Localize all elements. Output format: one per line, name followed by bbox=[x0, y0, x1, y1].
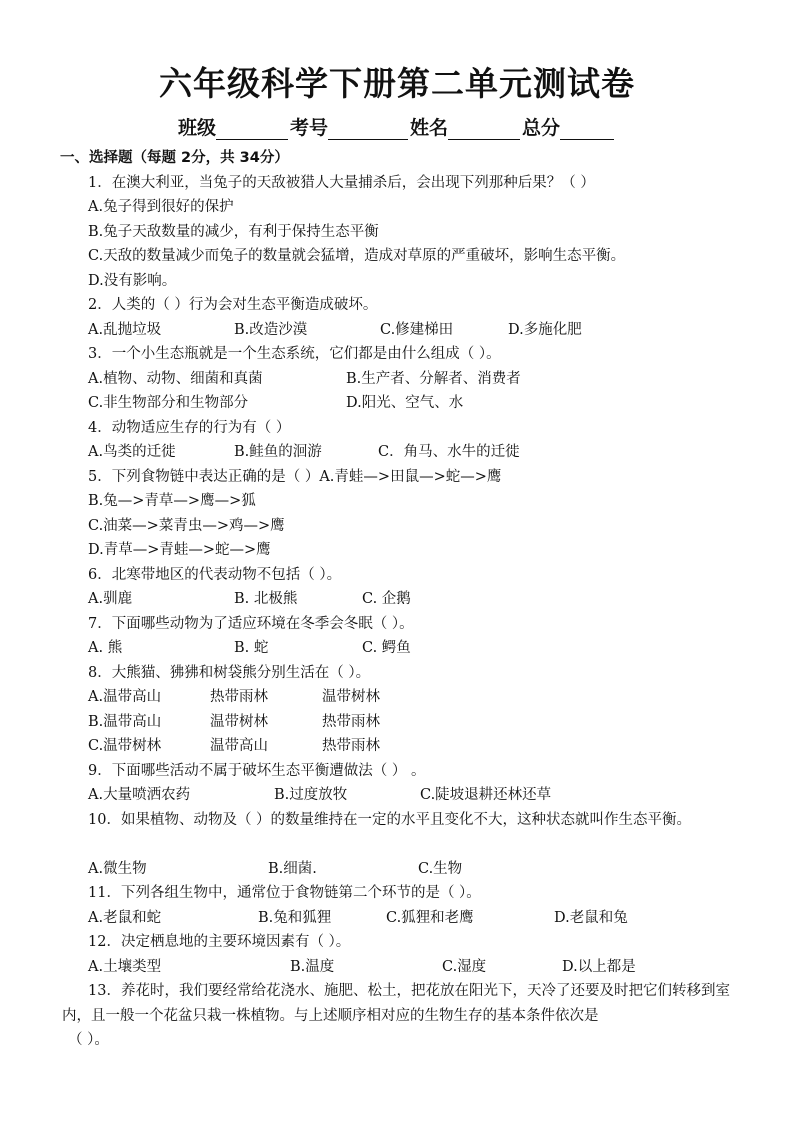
option-8a-col2: 热带雨林 bbox=[210, 689, 268, 705]
score-field[interactable] bbox=[560, 121, 614, 140]
name-field[interactable] bbox=[448, 121, 520, 140]
option-9b[interactable]: B.过度放牧 bbox=[274, 787, 348, 803]
option-11b[interactable]: B.兔和狐狸 bbox=[258, 909, 332, 926]
question-7: 7．下面哪些动物为了适应环境在冬季会冬眠（ ）。 bbox=[88, 615, 414, 632]
question-list bbox=[62, 146, 738, 1053]
question-13-answer-blank[interactable]: （ ）。 bbox=[68, 1032, 109, 1048]
class-field[interactable] bbox=[216, 121, 288, 140]
student-info-line bbox=[0, 113, 794, 140]
option-1c[interactable]: C.天敌的数量减少而兔子的数量就会猛增，造成对草原的严重破坏，影响生态平衡。 bbox=[88, 248, 626, 264]
option-8b[interactable] bbox=[62, 710, 738, 735]
option-11a[interactable]: A.老鼠和蛇 bbox=[88, 909, 162, 926]
exam-no-field[interactable] bbox=[328, 121, 408, 140]
options-12 bbox=[62, 955, 738, 980]
options-11 bbox=[62, 906, 738, 931]
option-2d[interactable]: D.多施化肥 bbox=[508, 321, 582, 338]
class-label: 班级 bbox=[177, 117, 216, 139]
option-10b[interactable]: B.细菌. bbox=[268, 860, 317, 877]
option-8a-col3: 温带树林 bbox=[322, 689, 380, 705]
option-8a-col1: A.温带高山 bbox=[88, 689, 162, 705]
option-1a[interactable]: A.兔子得到很好的保护 bbox=[88, 199, 234, 215]
question-12: 12．决定栖息地的主要环境因素有（ ）。 bbox=[88, 934, 351, 950]
option-9c[interactable]: C.陡坡退耕还林还草 bbox=[420, 787, 552, 803]
options-3cd bbox=[62, 391, 738, 416]
option-5b[interactable]: B.兔—>青草—>鹰—>狐 bbox=[88, 493, 256, 509]
score-label: 总分 bbox=[522, 117, 561, 139]
option-7b[interactable]: B. 蛇 bbox=[234, 640, 269, 656]
option-4c[interactable]: C．角马、水牛的迁徙 bbox=[378, 444, 520, 460]
option-2c[interactable]: C.修建梯田 bbox=[380, 321, 454, 338]
option-9a[interactable]: A.大量喷洒农药 bbox=[88, 787, 191, 803]
options-7 bbox=[62, 636, 738, 661]
option-12b[interactable]: B.温度 bbox=[290, 958, 335, 975]
option-2a[interactable]: A.乱抛垃圾 bbox=[88, 321, 162, 338]
option-11c[interactable]: C.狐狸和老鹰 bbox=[386, 909, 474, 926]
option-8b-col3: 热带雨林 bbox=[322, 713, 380, 730]
question-5: 5．下列食物链中表达正确的是（ ）A.青蛙—>田鼠—>蛇—>鹰 bbox=[88, 468, 502, 485]
option-8b-col1: B.温带高山 bbox=[88, 713, 162, 730]
question-13: 13．养花时，我们要经常给花浇水、施肥、松土，把花放在阳光下，天冷了还要及时把它们转移到室内，且一般一个花盆只栽一株植物。与上述顺序相对应的生物生存的基本条件依次是 bbox=[62, 983, 730, 1024]
option-6b[interactable]: B. 北极熊 bbox=[234, 591, 298, 607]
option-5c[interactable]: C.油菜—>菜青虫—>鸡—>鹰 bbox=[88, 517, 285, 534]
question-4: 4．动物适应生存的行为有（ ） bbox=[88, 419, 291, 436]
question-1: 1．在澳大利亚，当兔子的天敌被猎人大量捕杀后，会出现下列那种后果？（ ） bbox=[88, 174, 595, 191]
option-4a[interactable]: A.鸟类的迁徙 bbox=[88, 444, 176, 460]
option-1b[interactable]: B.兔子天敌数量的减少，有利于保持生态平衡 bbox=[88, 223, 379, 240]
option-12c[interactable]: C.湿度 bbox=[442, 958, 487, 975]
question-3: 3．一个小生态瓶就是一个生态系统，它们都是由什么组成（ ）。 bbox=[88, 346, 501, 362]
option-6a[interactable]: A.驯鹿 bbox=[88, 591, 133, 607]
option-2b[interactable]: B.改造沙漠 bbox=[234, 321, 308, 338]
question-2: 2．人类的（ ）行为会对生态平衡造成破坏。 bbox=[88, 297, 378, 313]
option-5d[interactable]: D.青草—>青蛙—>蛇—>鹰 bbox=[88, 542, 271, 558]
option-10a[interactable]: A.微生物 bbox=[88, 860, 147, 877]
option-8c[interactable] bbox=[62, 734, 738, 759]
option-3d[interactable]: D.阳光、空气、水 bbox=[346, 395, 464, 411]
name-label: 姓名 bbox=[410, 117, 449, 139]
options-4 bbox=[62, 440, 738, 465]
option-3b[interactable]: B.生产者、分解者、消费者 bbox=[346, 370, 521, 387]
option-3a[interactable]: A.植物、动物、细菌和真菌 bbox=[88, 370, 263, 387]
options-6 bbox=[62, 587, 738, 612]
section-heading: 一、选择题（每题 2分，共 34分） bbox=[60, 150, 289, 166]
option-12a[interactable]: A.土壤类型 bbox=[88, 958, 162, 975]
question-11: 11．下列各组生物中，通常位于食物链第二个环节的是（ ）。 bbox=[88, 885, 481, 901]
question-10: 10．如果植物、动物及（ ）的数量维持在一定的水平且变化不大，这种状态就叫作生态平衡。 bbox=[88, 811, 692, 828]
question-6: 6．北寒带地区的代表动物不包括（ ）。 bbox=[88, 566, 342, 583]
options-9 bbox=[62, 783, 738, 808]
question-9: 9．下面哪些活动不属于破坏生态平衡遭做法（ ） 。 bbox=[88, 762, 426, 779]
option-10c[interactable]: C.生物 bbox=[418, 860, 463, 877]
option-1d[interactable]: D.没有影响。 bbox=[88, 272, 177, 289]
option-7c[interactable]: C. 鳄鱼 bbox=[362, 640, 411, 656]
options-10 bbox=[62, 857, 738, 882]
option-8c-col1: C.温带树林 bbox=[88, 738, 162, 754]
page-title: 六年级科学下册第二单元测试卷 bbox=[159, 64, 635, 103]
option-4b[interactable]: B.鲑鱼的洄游 bbox=[234, 444, 322, 460]
option-12d[interactable]: D.以上都是 bbox=[562, 958, 636, 975]
option-3c[interactable]: C.非生物部分和生物部分 bbox=[88, 395, 249, 411]
options-3ab bbox=[62, 367, 738, 392]
option-8b-col2: 温带树林 bbox=[210, 713, 268, 730]
option-11d[interactable]: D.老鼠和兔 bbox=[554, 909, 628, 926]
option-8c-col2: 温带高山 bbox=[210, 738, 268, 754]
option-8c-col3: 热带雨林 bbox=[322, 738, 380, 754]
option-6c[interactable]: C. 企鹅 bbox=[362, 591, 411, 607]
option-8a[interactable] bbox=[62, 685, 738, 710]
question-8: 8．大熊猫、狒狒和树袋熊分别生活在（ ）。 bbox=[88, 664, 371, 681]
exam-no-label: 考号 bbox=[289, 117, 328, 139]
options-2 bbox=[62, 318, 738, 343]
option-7a[interactable]: A. 熊 bbox=[88, 640, 123, 656]
